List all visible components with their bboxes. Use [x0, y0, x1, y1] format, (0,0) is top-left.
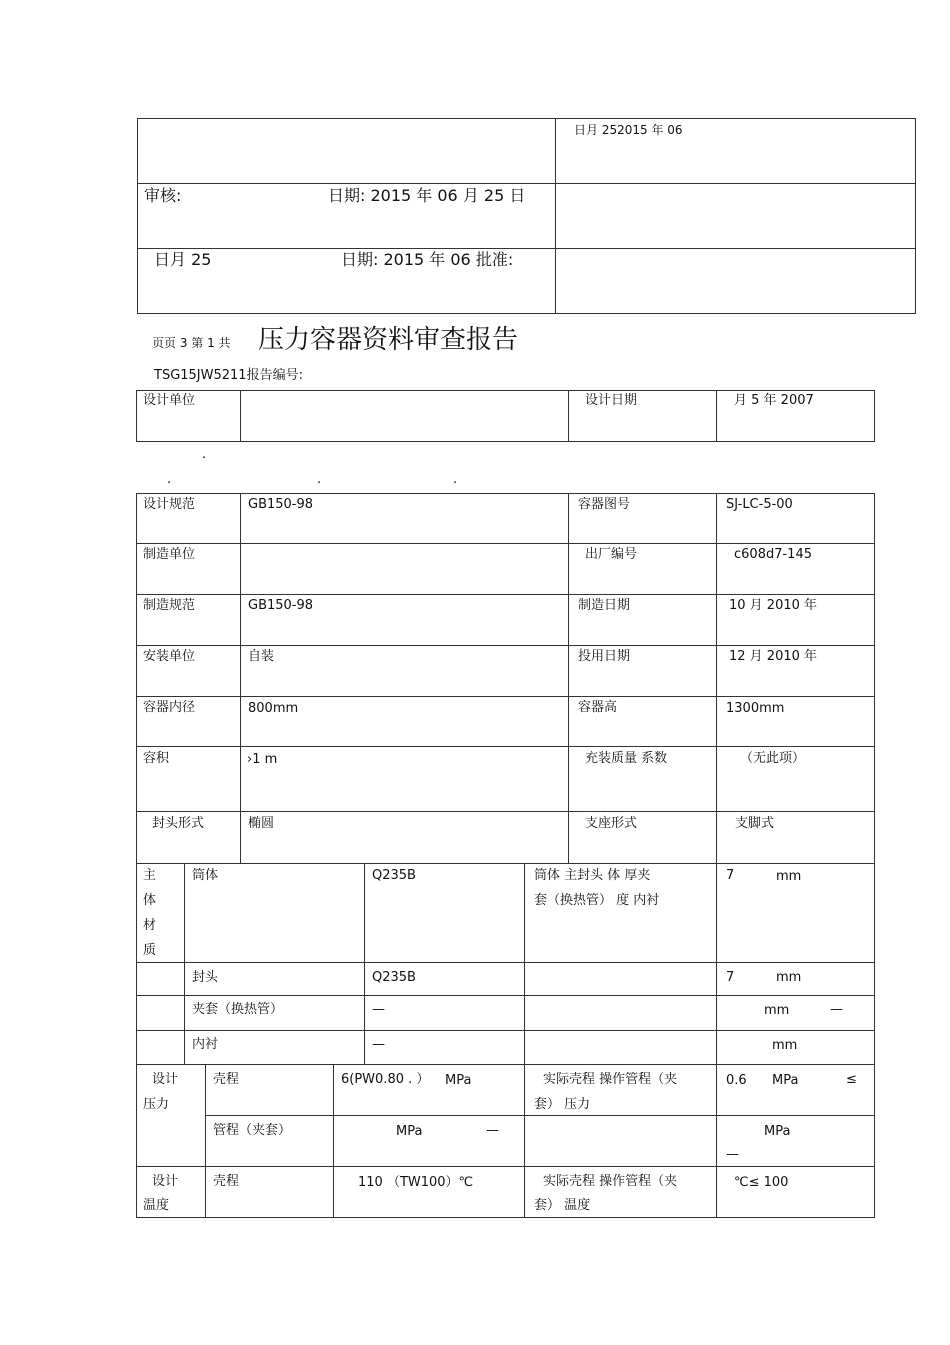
- row-value: （无此项）: [740, 751, 806, 766]
- material-value: —: [372, 1037, 385, 1052]
- material-value: Q235B: [372, 868, 416, 883]
- row-value: GB150-98: [248, 598, 314, 613]
- thickness-unit: mm: [764, 1003, 790, 1018]
- temperature-label: 设计: [152, 1174, 179, 1189]
- row-value: c608d7-145: [734, 547, 812, 562]
- pressure-shell-unit: MPa: [445, 1073, 472, 1088]
- material-part: 内衬: [192, 1037, 219, 1052]
- row-value: 1300mm: [726, 701, 785, 716]
- row-label: 封头形式: [152, 816, 205, 831]
- row-value: 椭圆: [248, 816, 275, 831]
- design-date-value: 月 5 年 2007: [734, 393, 814, 408]
- dot-mark: .: [167, 472, 172, 487]
- row-value: 自装: [248, 649, 275, 664]
- pressure-tube-label: 管程（夹套）: [213, 1123, 292, 1138]
- pressure-tube-dash: —: [486, 1123, 499, 1138]
- review-label: 审核:: [144, 186, 182, 205]
- dot-mark: .: [202, 447, 207, 462]
- temperature-actual-label: 实际壳程 操作管程（夹: [543, 1174, 678, 1189]
- pressure-tube-actual-dash: —: [726, 1147, 739, 1162]
- design-date-label: 设计日期: [585, 393, 638, 408]
- pressure-label: 设计: [152, 1072, 179, 1087]
- row-value: 支脚式: [735, 816, 775, 831]
- top-date-fragment: 日月 252015 年 06: [574, 123, 683, 137]
- pressure-actual-value: 0.6: [726, 1073, 747, 1088]
- row-label: 安装单位: [143, 649, 196, 664]
- temperature-shell-value: 110 （TW100）℃: [358, 1175, 474, 1190]
- dot-mark: .: [317, 472, 322, 487]
- row-label: 制造单位: [143, 547, 196, 562]
- temperature-actual-label: 套） 温度: [534, 1198, 591, 1213]
- row-label: 设计规范: [143, 497, 196, 512]
- material-group-label: 质: [143, 943, 157, 958]
- row-label: 容积: [143, 751, 170, 766]
- row-label: 出厂编号: [585, 547, 638, 562]
- row-label: 充装质量 系数: [585, 751, 668, 766]
- row-label: 投用日期: [578, 649, 631, 664]
- approve-label: 日期: 2015 年 06 批准:: [341, 250, 514, 269]
- row-label: 容器图号: [578, 497, 631, 512]
- row-value: SJ-LC-5-00: [726, 497, 793, 512]
- report-number: TSG15JW5211报告编号:: [154, 368, 303, 383]
- page-info: 页页 3 第 1 共: [152, 336, 231, 350]
- material-value: —: [372, 1002, 385, 1017]
- material-group-label: 体: [143, 893, 157, 908]
- pressure-actual-symbol: ≤: [846, 1072, 857, 1087]
- design-unit-label: 设计单位: [143, 393, 196, 408]
- material-group-label: 材: [143, 918, 157, 933]
- pressure-tube-actual-unit: MPa: [764, 1124, 791, 1139]
- material-value: Q235B: [372, 970, 416, 985]
- temperature-actual-value: ℃≤ 100: [734, 1175, 789, 1190]
- material-part: 夹套（换热管）: [192, 1002, 284, 1017]
- row-value: ›1 m: [247, 752, 278, 767]
- row-value: 12 月 2010 年: [729, 649, 818, 664]
- thickness-label: 套（换热管） 度 内衬: [534, 893, 660, 908]
- thickness-label: 筒体 主封头 体 厚夹: [534, 868, 651, 883]
- pressure-actual-label: 套） 压力: [534, 1097, 591, 1112]
- pressure-actual-unit: MPa: [772, 1073, 799, 1088]
- temperature-shell-label: 壳程: [213, 1174, 240, 1189]
- row-value: 800mm: [248, 701, 299, 716]
- thickness-unit: mm: [776, 869, 802, 884]
- thickness-unit: mm: [772, 1038, 798, 1053]
- row-label: 支座形式: [585, 816, 638, 831]
- row-value: GB150-98: [248, 497, 314, 512]
- pressure-shell-label: 壳程: [213, 1072, 240, 1087]
- material-group-label: 主: [143, 868, 157, 883]
- row-label: 容器高: [578, 700, 618, 715]
- pressure-shell-value: 6(PW0.80 . ）: [341, 1072, 430, 1087]
- report-title: 压力容器资料审查报告: [258, 325, 519, 355]
- dot-mark: .: [453, 472, 458, 487]
- thickness-value: 7: [726, 868, 735, 883]
- thickness-value: 7: [726, 970, 735, 985]
- row-label: 容器内径: [143, 700, 196, 715]
- pressure-actual-label: 实际壳程 操作管程（夹: [543, 1072, 678, 1087]
- row-value: 10 月 2010 年: [729, 598, 818, 613]
- row-label: 制造日期: [578, 598, 631, 613]
- approve-date-fragment: 日月 25: [154, 250, 212, 269]
- pressure-tube-unit: MPa: [396, 1124, 423, 1139]
- material-part: 封头: [192, 970, 219, 985]
- row-label: 制造规范: [143, 598, 196, 613]
- thickness-unit: mm: [776, 970, 802, 985]
- pressure-label: 压力: [143, 1097, 170, 1112]
- review-date: 日期: 2015 年 06 月 25 日: [328, 186, 526, 205]
- temperature-label: 温度: [143, 1198, 170, 1213]
- thickness-dash: —: [830, 1002, 843, 1017]
- material-part: 筒体: [192, 868, 219, 883]
